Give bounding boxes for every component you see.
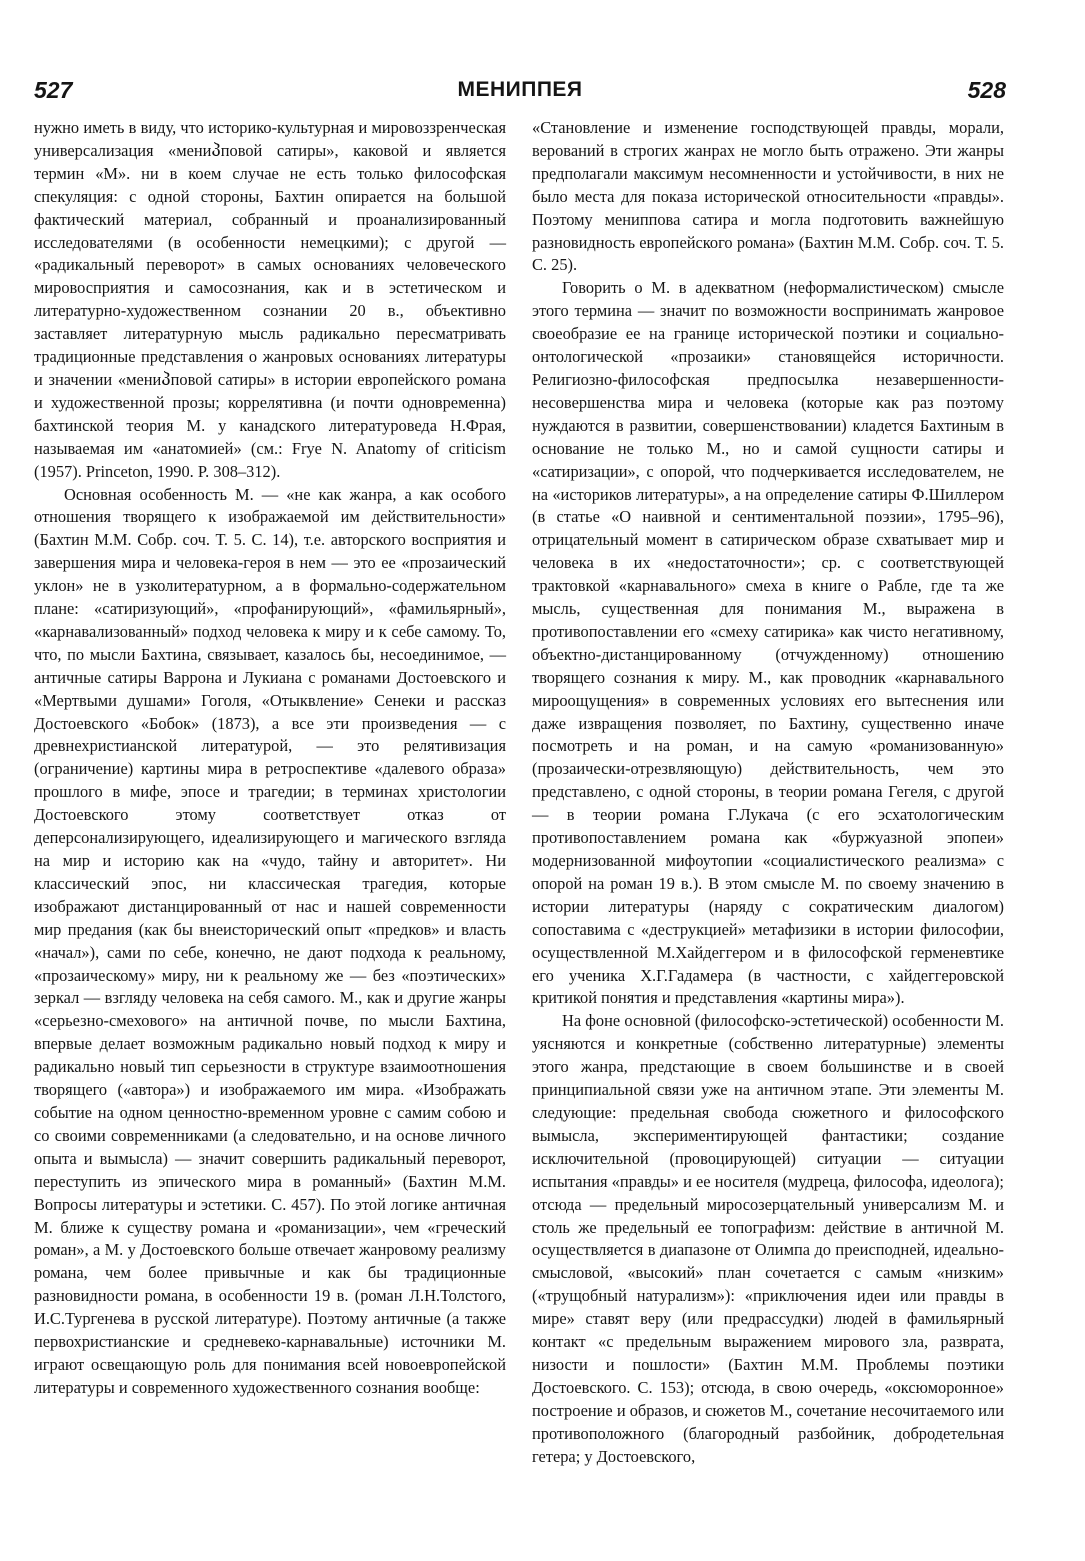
paragraph: Основная особенность М. — «не как жанра, а как особого отношения творящего к изображаемой им действительности» (Бахтин М.М. Собр. соч. Т. 5. С. 14), т.е. авторского восприятия и завершения мира и человека-героя в нем — это ее «прозаический уклон» не в узколитературном, а в формально-содержательном плане: «сатиризующий», «профанирующий», «фамильярный», «карнавализованный» подход человека к миру и к себе самому. То, что, по мысли Бахтина, связывает, казалось бы, несоединимое, — античные сатиры Варрона и Лукиана с романами Достоевского и «Мертвыми душами» Гоголя, «Отыквление» Сенеки и рассказ Достоевского «Бобок» (1873), а все эти произведения — с древнехристианской литературой, — это релятивизация (ограничение) картины мира в ретроспективе «далевого образа» прошлого в мифе, эпосе и трагедии; в терминах христологии Достоевского этому соответствует отказ от деперсонализирующего, идеализирующего и магического взгляда на мир и историю как на «чудо, тайну и авторитет». Ни классический эпос, ни классическая трагедия, которые изображают дистанцированный от нас и нашей современности мир предания (как бы внеисторический опыт «предков» и власть «начал»), сами по себе, конечно, не дают подхода к реальному, «прозаическому» миру, ни к реальному же — без «поэтических» зеркал — взгляду человека на себя самого. М., как и другие жанры «серьезно-смехового» на античной почве, по мысли Бахтина, впервые делает возможным радикально новый подход к миру и радикально новый тип серьезности в структуре взаимоотношения творящего («автора») и изображаемого им мира. «Изображать событие на одном ценностно-временном уровне с самим собою и со своими современниками (а следовательно, и на основе личного опыта и вымысла) — значит совершить радикальный переворот, переступить из эпического мира в романный» (Бахтин М.М. Вопросы литературы и эстетики. С. 457). По этой логике античная М. ближе к существу романа и «романизации», чем «греческий роман», а М. у Достоевского больше отвечает жанровому реализму романа, чем более привычные и как бы традиционные разновидности романа, в особенности 19 в. (роман Л.Н.Толстого, И.С.Тургенева в русской литературе). Поэтому античные (а также первохристианские и средневеко-карнавальные) источники М. играют освещающую роль для понимания всей новоевропейской литературы и современного художественного сознания вообще: [34,484,506,1397]
paragraph: нужно иметь в виду, что историко-культурная и мировоззренческая универсализация «мениპповой сатиры», каковой и является термин «М». ни в коем случае не есть только философская спекуляция: с одной стороны, Бахтин опирается на большой фактический материал, собранный и проанализированный исследователями (в особенности немецкими); с другой — «радикальный переворот» в самых основаниях человеческого мировосприятия и самосознания, как и в эстетическом и литературно-художественном сознании 20 в., объективно заставляет литературную мысль радикально пересматривать традиционные представления о жанровых основаниях литературы и значении «мениპповой сатиры» в истории европейского романа и художественной прозы; коррелятивна (и почти одновременна) бахтинской теория М. у канадского литературоведа Н.Фрая, называемая им «анатомией» (см.: Frye N. Anatomy of criticism (1957). Princeton, 1990. P. 308–312). [34,118,506,481]
running-header [34,76,1006,110]
right-column [532,117,1004,1468]
running-title: МЕНИППЕЯ [457,78,583,101]
paragraph: На фоне основной (философско-эстетической) особенности М. уясняются и конкретные (собственно литературные) элементы этого жанра, предстающие в своем большинстве и в своей принципиальной связи уже на античном этапе. Эти элементы М. следующие: предельная свобода сюжетного и философского вымысла, экспериментирующей фантастики; создание исключительной (провоцирующей) ситуации — ситуации испытания «правды» и ее носителя (мудреца, философа, идеолога); отсюда — предельный миросозерцательный универсализм М. и столь же предельный ее топографизм: действие в античной М. осуществляется в диапазоне от Олимпа до преисподней, идеально-смысловой, «высокий» план сочетается с самым «низким» («трущобный натурализм»): «приключения идеи или правды в мире» ставят веру (или предрассудки) людей в фамильярный контакт «с предельным выражением мирового зла, разврата, низости и пошлости» (Бахтин М.М. Проблемы поэтики Достоевского. С. 153); отсюда, в свою очередь, «оксюморонное» построение и образов, и сюжетов М., сочетание несочитаемого или противоположного (благородный разбойник, добродетельная гетера; у Достоевского, [532,1011,1004,1466]
page-number-right: 528 [967,77,1006,103]
page-number-left: 527 [34,77,73,103]
paragraph: Говорить о М. в адекватном (неформалистическом) смысле этого термина — значит по возможности воспринимать жанровое своеобразие ее на границе исторической поэтики и социально-онтологической «прозаики» становящейся историчности. Религиозно-философская предпосылка незавершенности-несовершенства мира и человека (которые как раз поэтому нуждаются в развитии, совершенствовании) кладется Бахтиным в основание не только М., но и самой сущности сатиры и «сатиризации», с опорой, что подчеркивается исследователем, не на «историков литературы», а на определение сатиры Ф.Шиллером (в статье «О наивной и сентиментальной поэзии», 1795–96), отрицательный момент в сатирическом образе схватывает мир и человека в их «недостаточности»; ср. с соответствующей трактовкой «карнавального» смеха в книге о Рабле, где та же мысль, существенная для понимания М., выражена в противопоставлении его «смеху сатирика» как чисто негативному, объектно-дистанцированному (отчужденному) отношению творящего сознания к миру. М., как проводник «карнавального мироощущения» в современных условиях его вытеснения или даже извращения позволяет, по Бахтину, существенно иначе посмотреть и на роман, и на самую «романизованную» (прозаически-отрезвляющую) действительность, чем это представлено, с одной стороны, в теории романа Гегеля, с другой — в теории романа Г.Лукача (с его эсхатологическим противопоставлением романа как «буржуазной эпопеи» модернизованной мифоутопии «социалистического реализма» с опорой на роман 19 в.). В этом смысле М. по своему значению в истории литературы (наряду с сократическим диалогом) сопоставима с «деструкцией» метафизики в истории философии, осуществленной М.Хайдеггером и в философской герменевтике его ученика Х.Г.Гадамера (в частности, с хайдеггеровской критикой понятия и представления «картины мира»). [532,278,1004,1008]
paragraph: «Становление и изменение господствующей правды, морали, верований в строгих жанрах не могло быть отражено. Эти жанры предполагали максимум несомненности и устойчивости, в них не было места для показа исторической относительности «правды». Поэтому мениппова сатира и могла подготовить важнейшую разновидность европейского романа» (Бахтин М.М. Собр. соч. Т. 5. С. 25). [532,118,1004,275]
left-column [34,117,506,1400]
